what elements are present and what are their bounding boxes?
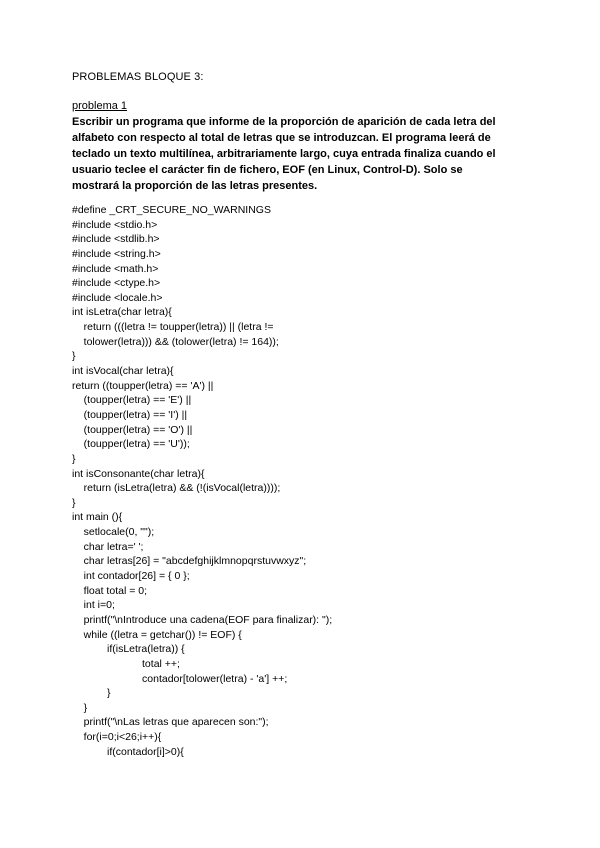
- code-line: tolower(letra))) && (tolower(letra) != 164));: [72, 335, 279, 348]
- code-line: (toupper(letra) == 'I') ||: [72, 408, 188, 421]
- problem-label: problema 1: [72, 100, 128, 112]
- code-line: contador[tolower(letra) - 'a'] ++;: [72, 672, 288, 685]
- code-line: for(i=0;i<26;i++){: [72, 731, 162, 744]
- code-line: printf("\nLas letras que aparecen son:");: [72, 716, 269, 729]
- code-line: #include <ctype.h>: [72, 277, 161, 290]
- code-line: }: [72, 350, 76, 363]
- page-heading: PROBLEMAS BLOQUE 3:: [72, 71, 204, 83]
- code-line: if(isLetra(letra)) {: [72, 643, 185, 656]
- code-line: total ++;: [72, 657, 180, 670]
- code-line: (toupper(letra) == 'E') ||: [72, 394, 192, 407]
- code-line: }: [72, 701, 88, 714]
- code-line: char letras[26] = "abcdefghijklmnopqrstuvwxyz";: [72, 555, 307, 568]
- code-line: printf("\nIntroduce una cadena(EOF para finalizar): ");: [72, 613, 333, 626]
- code-line: int contador[26] = { 0 };: [72, 570, 190, 583]
- code-line: #include <stdio.h>: [72, 218, 158, 231]
- code-listing: [72, 203, 542, 759]
- code-line: #include <math.h>: [72, 262, 159, 275]
- code-line: #include <stdlib.h>: [72, 233, 160, 246]
- code-line: float total = 0;: [72, 584, 148, 597]
- code-line: }: [72, 452, 76, 465]
- code-line: int i=0;: [72, 599, 115, 612]
- code-line: #define _CRT_SECURE_NO_WARNINGS: [72, 204, 271, 216]
- code-line: if(contador[i]>0){: [72, 745, 184, 758]
- code-line: return (((letra != toupper(letra)) || (letra !=: [72, 321, 274, 334]
- code-line: int main (){: [72, 511, 123, 524]
- code-line: }: [72, 496, 76, 509]
- code-line: (toupper(letra) == 'U'));: [72, 438, 190, 451]
- code-line: int isLetra(char letra){: [72, 306, 172, 319]
- code-line: (toupper(letra) == 'O') ||: [72, 423, 193, 436]
- code-line: setlocale(0, "");: [72, 526, 155, 539]
- code-line: #include <string.h>: [72, 247, 161, 260]
- code-line: return (isLetra(letra) && (!(isVocal(letra))));: [72, 482, 281, 495]
- code-line: char letra=' ';: [72, 540, 144, 553]
- code-line: #include <locale.h>: [72, 291, 163, 304]
- code-line: int isVocal(char letra){: [72, 365, 174, 378]
- code-line: int isConsonante(char letra){: [72, 467, 205, 480]
- code-line: }: [72, 687, 111, 700]
- code-line: return ((toupper(letra) == 'A') ||: [72, 379, 214, 392]
- problem-statement: Escribir un programa que informe de la proporción de aparición de cada letra del alfabeto con respecto al total de letras que se introduzcan. El programa leerá de teclado un texto multilínea, arbitrariamente largo, cuya entrada finaliza cuando el usuario teclee el carácter fin de fichero, EOF (en Linux, Control-D). Solo se mostrará la proporción de las letras presentes.: [72, 116, 496, 192]
- code-line: while ((letra = getchar()) != EOF) {: [72, 628, 242, 641]
